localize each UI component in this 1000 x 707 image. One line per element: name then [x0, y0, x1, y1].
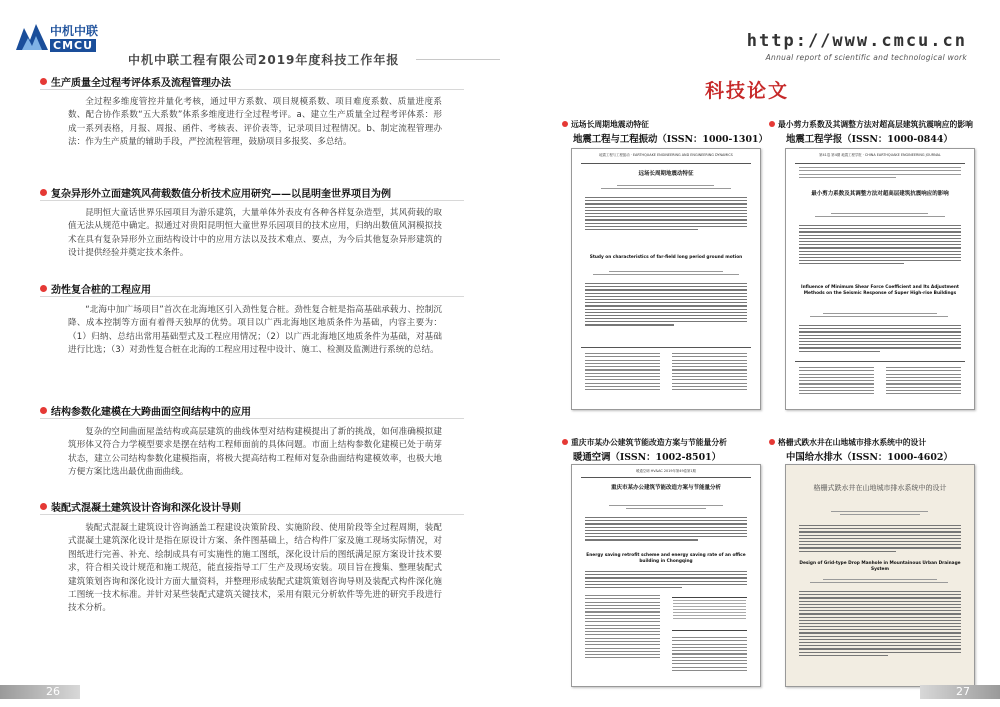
report-title: 中机中联工程有限公司2019年度科技工作年报 — [128, 53, 400, 67]
section-body-3: “北海中加广场项目”首次在北海地区引入劲性复合桩。劲性复合桩是指高基础承载力、控制沉降、成本控制等方面有着得天独厚的优势。项目以广西北海地区地质条件为基础，内容主要为：（1）归纳、总结出常用基础型式及工程应用情况；（2）以广西北海地区地质条件为基础，对基础进行比选；（3）对劲性复合桩在北海的工程应用过程中设计、施工、检测及监测进行系统的总结。 — [68, 305, 442, 356]
company-logo — [16, 22, 99, 68]
page-number-left: 26 — [0, 685, 80, 699]
bullet-dot-icon — [769, 121, 775, 127]
section-title-2: 复杂异形外立面建筑风荷载数值分析技术应用研究——以昆明奎世界项目为例 — [40, 185, 391, 200]
paper-thumbnail-2[interactable]: 第41卷 第4期 地震工程学报 · CHINA EARTHQUAKE ENGINEERING JOURNAL 最小剪力系数及其调整方法对超高层建筑抗震响应的影响 Influence of Minimum Shear Force Coefficient and Its Adjustment Methods on the Seismic Response of Super High-rise Buildings — [785, 148, 975, 410]
paper-journal-3: 暖通空调（ISSN：1002-8501） — [573, 452, 721, 463]
section-divider — [40, 418, 464, 419]
section-body-2: 昆明恒大童话世界乐园项目为游乐建筑，大量单体外表皮有各种各样复杂造型，其风荷载的取值无法从规范中确定。拟通过对贵阳昆明恒大童世界乐园项目的技术应用，归纳出数值风洞模拟技术在具有复杂异形外立面结构设计中的应用方法以及技术难点、要点，为今后其他复杂异形建筑的设计提供经验并奠定技术条件。 — [68, 208, 442, 259]
paper-title-3: 重庆市某办公建筑节能改造方案与节能量分析 — [562, 437, 727, 448]
bullet-dot-icon — [769, 439, 775, 445]
report-subtitle: Annual report of scientific and technological work — [765, 53, 967, 62]
section-body-5: 装配式混凝土建筑设计咨询涵盖工程建设决策阶段、实施阶段、使用阶段等全过程周期，装配式混凝土建筑深化设计是指在原设计方案、条件图基础上，结合构件厂家及施工现场实际情况，对图纸进行完善、补充、绘制成具有可实施性的施工图纸，深化设计后的图纸满足原方案设计技术要求，符合相关设计规范和施工规范，能直接指导工厂生产及现场安装。项目旨在搜集、整理装配式建筑策划咨询和深化设计方面大量资料，并整理形成装配式建筑策划咨询导则及装配式构件深化施工图统一技术标准。并针对某些装配式建筑关键技术，采用有限元分析软件等先进的研究手段进行技术分析。 — [68, 523, 442, 614]
section-body-4: 复杂的空间曲面屋盖结构或高层建筑的曲线体型对结构建模提出了新的挑战，如何准确模拟建筑形体又符合力学模型要求是摆在结构工程师面前的具体问题。市面上结构参数化建模已处于萌芽状态，建立公司结构参数化建模指南，将极大提高结构工程师对复杂曲面结构建模效率，也极大地方便方案比选出最优曲面曲线。 — [68, 427, 442, 478]
paper-journal-4: 中国给水排水（ISSN：1000-4602） — [786, 452, 953, 463]
bullet-dot-icon — [40, 503, 47, 510]
paper-thumbnail-1[interactable]: 地震工程与工程振动 · EARTHQUAKE ENGINEERING AND ENGINEERING DYNAMICS 远场长周期地震动特征 Study on characteristics of far-field long period ground motion — [571, 148, 761, 410]
website-url[interactable]: http://www.cmcu.cn — [746, 31, 967, 51]
section-title-3: 劲性复合桩的工程应用 — [40, 281, 151, 296]
paper-thumbnail-3[interactable]: 暖通空调 HV&AC 2019年第49卷第1期 重庆市某办公建筑节能改造方案与节能量分析 Energy saving retrofit scheme and energy saving rate of an office building in Chongqing — [571, 464, 761, 687]
header-divider — [416, 59, 500, 60]
logo-cn-text: 中机中联 — [50, 24, 99, 38]
bullet-dot-icon — [562, 439, 568, 445]
section-title-4: 结构参数化建模在大跨曲面空间结构中的应用 — [40, 403, 251, 418]
logo-en-text: CMCU — [50, 39, 96, 52]
section-divider — [40, 200, 464, 201]
section-divider — [40, 514, 464, 515]
paper-thumbnail-4[interactable]: 格栅式跌水井在山地城市排水系统中的设计 Design of Grid-type Drop Manhole in Mountainous Urban Drainage System — [785, 464, 975, 687]
papers-heading: 科技论文 — [705, 80, 790, 102]
paper-title-4: 格栅式跌水井在山地城市排水系统中的设计 — [769, 437, 926, 448]
logo-mark-icon — [16, 22, 48, 50]
section-title-1: 生产质量全过程考评体系及流程管理办法 — [40, 74, 231, 89]
bullet-dot-icon — [40, 78, 47, 85]
section-divider — [40, 296, 464, 297]
paper-journal-1: 地震工程与工程振动（ISSN：1000-1301） — [573, 134, 768, 145]
section-divider — [40, 89, 464, 90]
paper-journal-2: 地震工程学报（ISSN：1000-0844） — [786, 134, 953, 145]
bullet-dot-icon — [40, 285, 47, 292]
section-title-5: 装配式混凝土建筑设计咨询和深化设计导则 — [40, 499, 241, 514]
section-body-1: 全过程多维度管控并量化考核，通过甲方系数、项目规模系数、项目难度系数、质量进度系数、配合协作系数“五大系数”体系多维度进行全过程考评。a、建立生产质量全过程考评体系：形成一系列表格，月报、周报、函件、考核表、评价表等，记录项目过程情况。b、制定流程管理办法：作为生产质量的辅助手段，严控流程管理，鼓励项目多报奖、多总结。 — [68, 97, 442, 148]
page-number-right: 27 — [920, 685, 1000, 699]
bullet-dot-icon — [40, 189, 47, 196]
paper-title-1: 远场长周期地震动特征 — [562, 119, 649, 130]
bullet-dot-icon — [562, 121, 568, 127]
bullet-dot-icon — [40, 407, 47, 414]
paper-title-2: 最小剪力系数及其调整方法对超高层建筑抗震响应的影响 — [769, 119, 973, 130]
right-page — [500, 0, 1000, 707]
